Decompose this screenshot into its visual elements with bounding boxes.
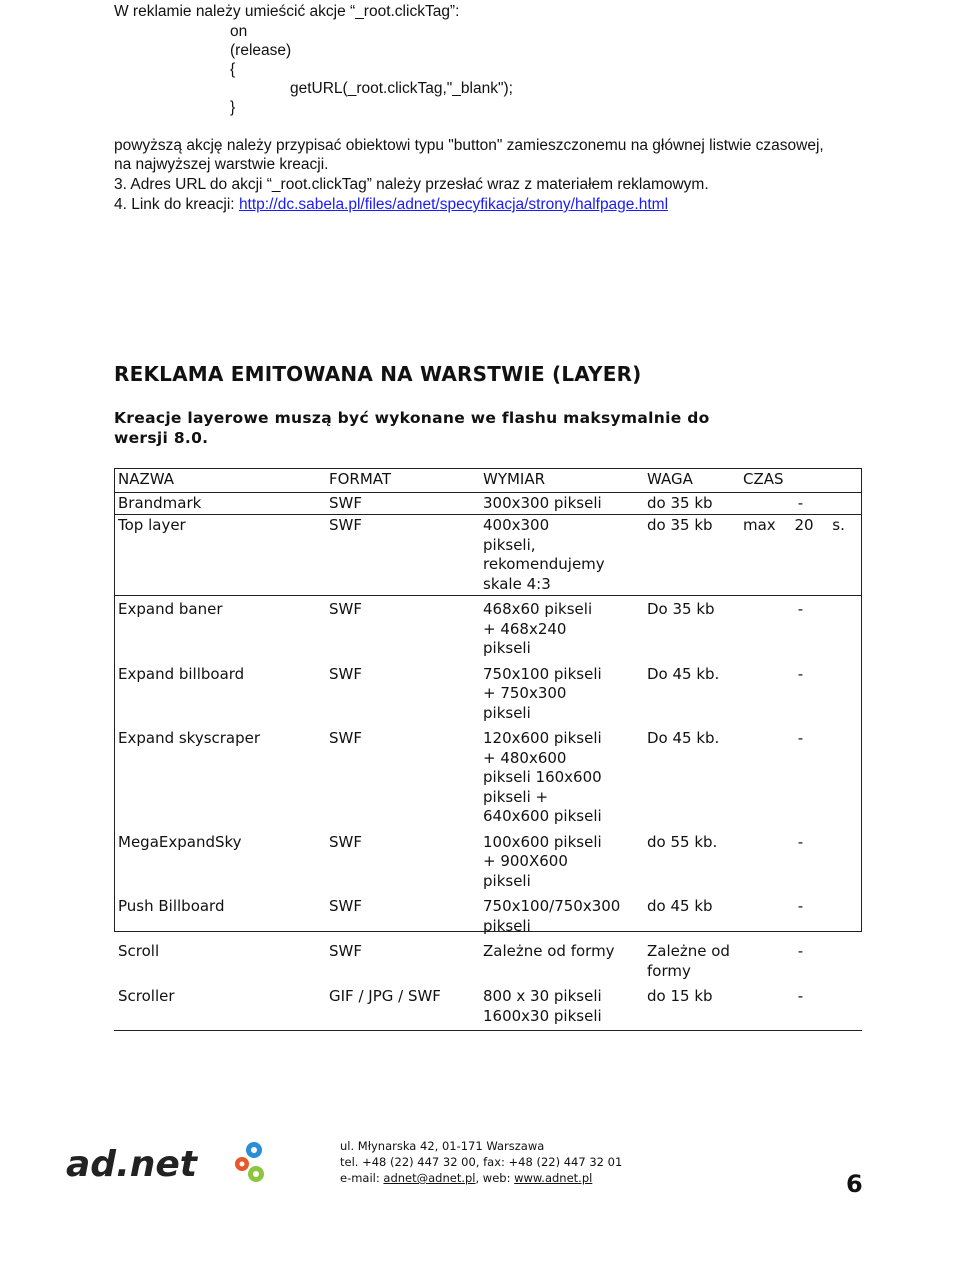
column-header: FORMAT <box>325 468 479 492</box>
table-row <box>114 940 862 985</box>
cell-weight: Zależne od formy <box>647 942 730 980</box>
cell-name: Scroller <box>114 985 325 1031</box>
adnet-logo <box>64 1138 274 1190</box>
cell-format: SWF <box>329 897 362 915</box>
code-geturl: getURL(_root.clickTag,"_blank"); <box>290 80 513 97</box>
intro-line: W reklamie należy umieścić akcje “_root.clickTag”: <box>114 3 460 20</box>
cell-format: SWF <box>329 729 362 747</box>
column-header: NAZWA <box>114 468 325 492</box>
cell-size: 120x600 pikseli + 480x600 pikseli 160x600 pikseli + 640x600 pikseli <box>483 729 602 825</box>
table-row <box>114 727 862 831</box>
email-label: e-mail: <box>340 1171 384 1185</box>
code-release: (release) <box>230 42 292 59</box>
logo-dot-center <box>240 1162 245 1167</box>
cell-time: - <box>797 832 804 851</box>
list-item-4-label: 4. Link do kreacji: <box>114 196 239 213</box>
table-row <box>114 831 862 896</box>
web-label: , web: <box>475 1171 515 1185</box>
cell-format: SWF <box>325 515 479 596</box>
paragraph-line-1: powyższą akcję należy przypisać obiektowi typu "button" zamieszczonemu na głównej listwie czasowej, <box>114 137 824 154</box>
cell-size: 400x300 pikseli, rekomendujemy skale 4:3 <box>479 515 643 596</box>
paragraph-line-2: na najwyższej warstwie kreacji. <box>114 156 329 173</box>
logo-wordmark: ad.net <box>66 1144 197 1185</box>
cell-time: - <box>797 664 804 683</box>
creative-link[interactable]: http://dc.sabela.pl/files/adnet/specyfikacja/strony/halfpage.html <box>238 196 669 213</box>
phone-line: tel. +48 (22) 447 32 00, fax: +48 (22) 447 32 01 <box>340 1155 623 1169</box>
logo-dot-center <box>251 1147 257 1153</box>
cell-weight: Do 45 kb. <box>647 729 720 747</box>
logo-dot-center <box>253 1171 259 1177</box>
table-row <box>114 985 862 1031</box>
cell-name: Expand baner <box>118 600 223 618</box>
cell-name: Expand skyscraper <box>118 729 261 747</box>
cell-name: MegaExpandSky <box>118 832 242 851</box>
cell-name: Top layer <box>114 515 325 596</box>
company-address-block <box>340 1138 622 1186</box>
cell-weight: do 35 kb <box>643 515 739 596</box>
cell-time: - <box>797 729 804 747</box>
list-item-3: 3. Adres URL do akcji “_root.clickTag” należy przesłać wraz z materiałem reklamowym. <box>114 176 709 193</box>
cell-weight: Do 45 kb. <box>647 664 720 683</box>
cell-size: 750x100/750x300 pikseli <box>483 897 621 935</box>
cell-size: 468x60 pikseli + 468x240 pikseli <box>483 600 593 657</box>
cell-format: SWF <box>329 600 362 618</box>
cell-name: Scroll <box>118 942 160 960</box>
column-header: WAGA <box>643 468 739 492</box>
table-row <box>114 515 862 596</box>
section-title: REKLAMA EMITOWANA NA WARSTWIE (LAYER) <box>114 362 642 386</box>
cell-weight: do 55 kb. <box>647 832 718 851</box>
address-line: ul. Młynarska 42, 01-171 Warszawa <box>340 1139 545 1153</box>
page-number: 6 <box>846 1170 863 1198</box>
cell-format: SWF <box>329 942 362 960</box>
cell-weight: do 45 kb <box>647 897 713 915</box>
code-on: on <box>230 23 248 40</box>
email-link[interactable]: adnet@adnet.pl <box>383 1171 476 1185</box>
cell-size: 750x100 pikseli + 750x300 pikseli <box>483 664 602 722</box>
cell-weight: Do 35 kb <box>647 600 715 618</box>
cell-time: - <box>797 942 804 960</box>
code-close-brace: } <box>230 99 236 116</box>
column-header: CZAS <box>739 468 862 492</box>
cell-format: SWF <box>329 832 362 851</box>
cell-format: GIF / JPG / SWF <box>325 985 479 1031</box>
cell-format: SWF <box>325 492 479 515</box>
section-subtitle: Kreacje layerowe muszą być wykonane we flashu maksymalnie do wersji 8.0. <box>114 409 710 447</box>
code-open-brace: { <box>230 61 236 78</box>
table-row <box>114 596 862 663</box>
adnet-logo-graphic <box>64 1138 274 1190</box>
cell-size: 100x600 pikseli + 900X600 pikseli <box>483 832 602 890</box>
cell-size: 800 x 30 pikseli 1600x30 pikseli <box>479 985 643 1031</box>
cell-time: max 20 s. <box>739 515 862 596</box>
table-row <box>114 895 862 940</box>
table-header-row <box>114 468 862 492</box>
cell-weight: do 35 kb <box>643 492 739 515</box>
spec-table <box>114 468 862 1031</box>
list-item-4 <box>114 195 668 215</box>
cell-name: Brandmark <box>114 492 325 515</box>
cell-time: - <box>797 600 804 618</box>
table-row <box>114 492 862 515</box>
cell-time: - <box>797 897 804 915</box>
cell-time: - <box>739 492 862 515</box>
cell-format: SWF <box>329 664 362 683</box>
cell-time: - <box>739 985 862 1031</box>
contact-line <box>340 1170 622 1186</box>
cell-name: Expand billboard <box>118 664 245 683</box>
table-row <box>114 663 862 728</box>
column-header: WYMIAR <box>479 468 643 492</box>
web-link[interactable]: www.adnet.pl <box>514 1171 593 1185</box>
cell-name: Push Billboard <box>118 897 225 915</box>
cell-size: 300x300 pikseli <box>479 492 643 515</box>
cell-weight: do 15 kb <box>643 985 739 1031</box>
cell-size: Zależne od formy <box>483 942 615 960</box>
